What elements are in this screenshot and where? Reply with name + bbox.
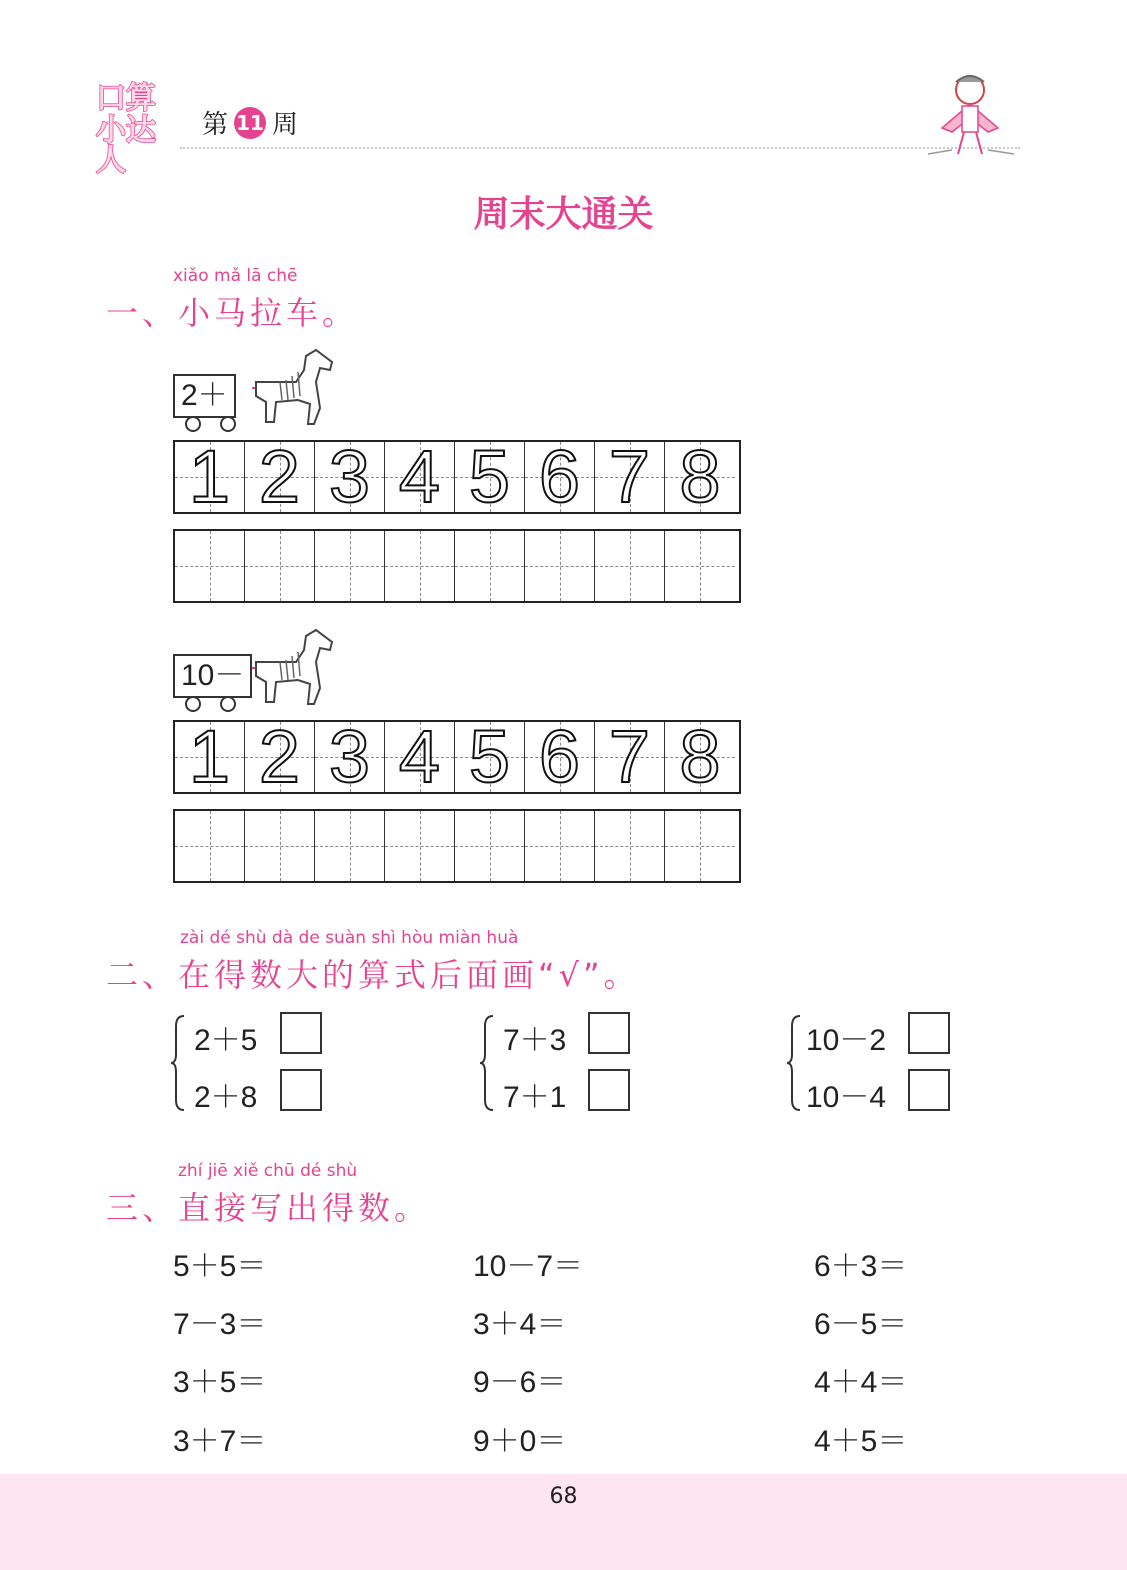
- trace-digit: 6: [538, 435, 581, 518]
- answer-cell[interactable]: [595, 811, 665, 881]
- equation: 10－7＝: [473, 1250, 584, 1283]
- check-box[interactable]: [908, 1069, 950, 1111]
- trace-digit: 5: [468, 715, 511, 798]
- trace-digit: 8: [679, 435, 721, 518]
- answer-cell[interactable]: [315, 531, 385, 601]
- grid-cell: [385, 715, 455, 798]
- cart-wheel: [220, 416, 236, 432]
- answer-cell[interactable]: [315, 811, 385, 881]
- cartoon-kid-icon: [922, 68, 1018, 160]
- week-suffix: 周: [272, 110, 299, 140]
- week-indicator: [202, 104, 298, 141]
- equation: 3＋7＝: [173, 1425, 267, 1458]
- section3-pinyin: zhí jiē xiě chū dé shù: [178, 1161, 358, 1181]
- writing-grid-2: [173, 715, 741, 798]
- trace-digit: 2: [258, 715, 301, 798]
- trace-digit: 3: [328, 715, 371, 798]
- section2-heading: 二、在得数大的算式后面画“√”。: [106, 956, 640, 994]
- grid-cell: [175, 435, 245, 518]
- grid-cell: [315, 715, 385, 798]
- grid-cell: [665, 715, 735, 798]
- compare-expr: 2＋5: [194, 1024, 258, 1057]
- equation: 9＋0＝: [473, 1425, 567, 1458]
- compare-expr: 10－4: [806, 1081, 887, 1114]
- trace-digit: 1: [188, 715, 231, 798]
- trace-digit: 1: [188, 435, 231, 518]
- logo-line2: 小达人: [96, 113, 156, 178]
- answer-cell[interactable]: [385, 811, 455, 881]
- trace-digit: 4: [398, 435, 441, 518]
- trace-digit: 8: [679, 715, 721, 798]
- cart-wheel: [220, 696, 236, 712]
- writing-grid-1: [173, 435, 741, 518]
- grid-cell: [525, 715, 595, 798]
- header-divider: [180, 147, 1020, 149]
- trace-digit: 3: [328, 435, 371, 518]
- logo-line1: 口算: [96, 81, 156, 116]
- check-box[interactable]: [588, 1012, 630, 1054]
- grid-cell: [455, 435, 525, 518]
- equation: 5＋5＝: [173, 1250, 267, 1283]
- answer-grid-1: [173, 529, 741, 603]
- brace-icon: [479, 1014, 497, 1112]
- section2-pinyin: zài dé shù dà de suàn shì hòu miàn huà: [180, 928, 519, 948]
- compare-expr: 2＋8: [194, 1081, 258, 1114]
- answer-cell[interactable]: [525, 531, 595, 601]
- equation: 4＋4＝: [814, 1366, 908, 1399]
- grid-cell: [595, 435, 665, 518]
- brace-icon: [786, 1014, 804, 1112]
- grid-cell: [175, 715, 245, 798]
- grid-cell: [455, 715, 525, 798]
- grid-cell: [245, 715, 315, 798]
- page-number: 68: [549, 1484, 578, 1509]
- equation: 4＋5＝: [814, 1425, 908, 1458]
- answer-cell[interactable]: [665, 531, 735, 601]
- answer-cell[interactable]: [665, 811, 735, 881]
- equation: 3＋4＝: [473, 1308, 567, 1341]
- check-box[interactable]: [588, 1069, 630, 1111]
- answer-grid-2: [173, 809, 741, 883]
- trace-digit: 6: [538, 715, 581, 798]
- answer-cell[interactable]: [245, 531, 315, 601]
- answer-cell[interactable]: [455, 531, 525, 601]
- equation: 6＋3＝: [814, 1250, 908, 1283]
- cart-label-1: 2＋: [173, 374, 236, 418]
- answer-cell[interactable]: [175, 811, 245, 881]
- answer-cell[interactable]: [385, 531, 455, 601]
- trace-digit: 7: [608, 435, 651, 518]
- compare-expr: 7＋1: [503, 1081, 567, 1114]
- answer-cell[interactable]: [455, 811, 525, 881]
- cart-wheel: [185, 416, 201, 432]
- grid-cell: [385, 435, 455, 518]
- section1-pinyin: xiǎo mǎ lā chē: [173, 266, 298, 286]
- equation: 7－3＝: [173, 1308, 267, 1341]
- grid-cell: [595, 715, 665, 798]
- equation: 6－5＝: [814, 1308, 908, 1341]
- answer-cell[interactable]: [175, 531, 245, 601]
- check-box[interactable]: [908, 1012, 950, 1054]
- compare-expr: 7＋3: [503, 1024, 567, 1057]
- answer-cell[interactable]: [525, 811, 595, 881]
- check-box[interactable]: [280, 1069, 322, 1111]
- week-number-badge: 11: [234, 107, 266, 139]
- equation: 9－6＝: [473, 1366, 567, 1399]
- section1-heading: 一、小马拉车。: [106, 294, 359, 332]
- trace-digit: 7: [608, 715, 651, 798]
- page-title: 周末大通关: [473, 194, 654, 235]
- trace-digit: 2: [258, 435, 301, 518]
- section3-heading: 三、直接写出得数。: [106, 1189, 431, 1227]
- grid-cell: [665, 435, 735, 518]
- trace-digit: 4: [398, 715, 441, 798]
- answer-cell[interactable]: [595, 531, 665, 601]
- grid-cell: [245, 435, 315, 518]
- check-box[interactable]: [280, 1012, 322, 1054]
- horse-icon: [246, 626, 338, 712]
- grid-cell: [315, 435, 385, 518]
- grid-cell: [525, 435, 595, 518]
- cart-wheel: [185, 696, 201, 712]
- equation: 3＋5＝: [173, 1366, 267, 1399]
- trace-digit: 5: [468, 435, 511, 518]
- horse-icon: [246, 346, 338, 432]
- week-prefix: 第: [202, 110, 229, 140]
- cart-label-2: 10－: [173, 654, 252, 698]
- brace-icon: [170, 1014, 188, 1112]
- book-logo: [96, 81, 180, 178]
- answer-cell[interactable]: [245, 811, 315, 881]
- compare-expr: 10－2: [806, 1024, 887, 1057]
